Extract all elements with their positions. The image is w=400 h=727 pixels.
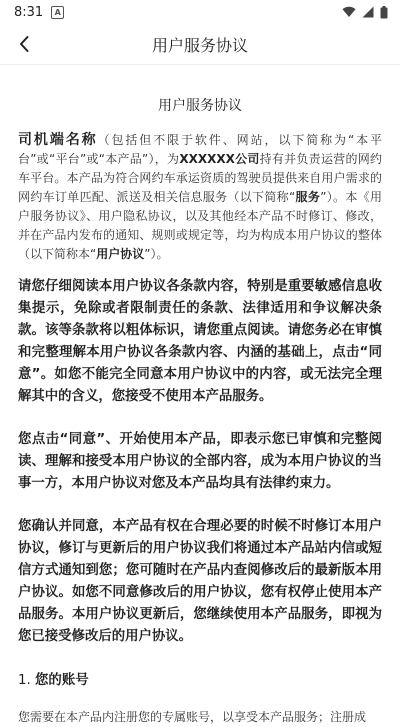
page-title: 用户服务协议 xyxy=(151,35,248,55)
back-button[interactable] xyxy=(10,30,38,58)
company-name: XXXXXX公司 xyxy=(179,152,260,166)
chevron-left-icon xyxy=(18,35,30,53)
status-time: 8:31 xyxy=(14,4,44,20)
intro-paragraph: 司机端名称（包括但不限于软件、网站，以下简称为“本平台”或“平台”或“本产品”），为XXXXXX公司持有并负责运营的网约车平台。本产品为符合网约车承运资质的驾驶员提供来自用户需求的网约车订单匹配、派送及相关信息服务（以下简称“服务”）。本《用户服务协议》、用户隐私协议，以及其他经本产品不时修订、修改，并在产品内发布的通知、规则或规定等，均为构成本用户协议的整体（以下简称本“用户协议”）。 xyxy=(18,132,383,261)
battery-icon xyxy=(380,6,388,19)
nav-bar xyxy=(0,24,400,65)
status-right xyxy=(342,6,388,19)
app-name: 司机端名称 xyxy=(18,132,98,148)
status-bar xyxy=(0,0,400,24)
document-title: 用户服务协议 xyxy=(158,98,242,114)
notification-a-icon: A xyxy=(51,6,64,19)
status-left xyxy=(14,5,64,20)
section-heading-account: 1. 您的账号 xyxy=(18,673,89,688)
consent-paragraph: 您点击“同意”、开始使用本产品，即表示您已审慎和完整阅读、理解和接受本用户协议的全部内容，成为本用户协议的当事一方，本用户协议对您及本产品均具有法律约束力。 xyxy=(18,432,382,491)
wifi-icon xyxy=(342,6,356,18)
revision-paragraph: 您确认并同意，本产品有权在合理必要的时候不时修订本用户协议，修订与更新后的用户协议我们将通过本产品站内信或短信方式通知到您；您可随时在产品内查阅修改后的最新版本用户协议。如您不同意修改后的用户协议，您有权停止使用本产品服务。本用户协议更新后，您继续使用本产品服务，即视为您已接受修改后的用户协议。 xyxy=(18,519,382,644)
agreement-content[interactable] xyxy=(0,95,400,727)
signal-icon xyxy=(362,6,374,18)
account-paragraph: 您需要在本产品内注册您的专属账号，以享受本产品服务；注册成 xyxy=(18,710,367,724)
notice-paragraph: 请您仔细阅读本用户协议各条款内容，特别是重要敏感信息收集提示，免除或者限制责任的条款、法律适用和争议解决条款。该等条款将以粗体标识，请您重点阅读。请您务必在审慎和完整理解本用户协议各条款内容、内涵的基础上，点击“同意”。如您不能完全同意本用户协议中的内容，或无法完全理解其中的含义，您接受不使用本产品服务。 xyxy=(18,279,382,404)
